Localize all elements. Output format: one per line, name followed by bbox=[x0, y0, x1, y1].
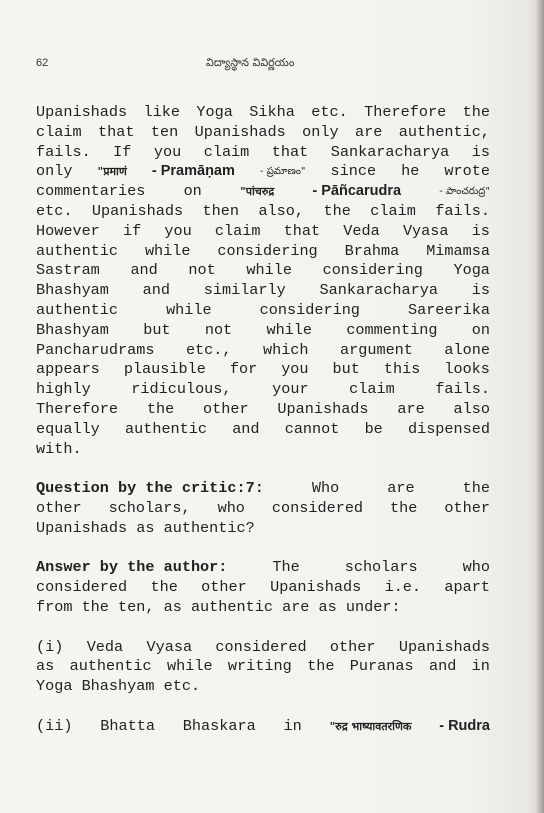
word: Bhashyam bbox=[36, 281, 109, 300]
word: Therefore bbox=[364, 103, 447, 121]
paragraph-1-line bbox=[36, 281, 490, 301]
paragraph-1 bbox=[36, 103, 490, 459]
question-7-line-3: Upanishads as authentic? bbox=[36, 518, 255, 537]
word: only bbox=[302, 122, 339, 141]
word: is bbox=[471, 142, 490, 161]
word: but bbox=[332, 360, 360, 379]
word: Vyasa bbox=[402, 221, 449, 240]
word: similarly bbox=[203, 281, 286, 300]
word: while bbox=[266, 320, 313, 339]
word: while bbox=[144, 241, 191, 260]
word: authentic, bbox=[398, 122, 490, 141]
answer-line-1: Answer by the author: The scholars who bbox=[36, 558, 490, 577]
word: fails. bbox=[435, 380, 490, 399]
word: alone bbox=[444, 340, 490, 359]
paragraph-1-line bbox=[36, 182, 490, 202]
paragraph-1-line bbox=[36, 222, 490, 242]
word: - Pāñcarudra bbox=[312, 183, 402, 200]
word: etc. bbox=[311, 103, 348, 121]
word: considering bbox=[259, 300, 360, 319]
paragraph-1-line bbox=[36, 162, 490, 182]
word: Pancharudrams bbox=[36, 340, 155, 359]
word: the bbox=[462, 103, 490, 121]
word: Sankaracharya bbox=[319, 281, 438, 300]
word: are bbox=[397, 399, 425, 418]
word: Veda bbox=[343, 221, 380, 240]
list-item-1-line-2: as authentic while writing the Puranas and in bbox=[36, 657, 490, 676]
page-number: 62 bbox=[36, 57, 49, 69]
word: Upanishads bbox=[277, 399, 369, 418]
word: commenting bbox=[346, 320, 438, 339]
question-label: Question by the critic:7: bbox=[36, 479, 264, 498]
word: the bbox=[323, 201, 351, 220]
word: "प्रमाणं bbox=[97, 165, 127, 179]
page-header bbox=[0, 57, 544, 77]
word: "पांचरुद्र bbox=[239, 185, 275, 199]
word: on bbox=[471, 320, 490, 339]
word: highly bbox=[36, 380, 91, 399]
word: Upanishads bbox=[194, 122, 286, 141]
word: Upanishads bbox=[91, 201, 184, 220]
word: he bbox=[401, 162, 420, 181]
word: if bbox=[122, 221, 142, 240]
word: Bhashyam bbox=[36, 320, 109, 339]
word: authentic bbox=[124, 419, 208, 438]
word: other bbox=[203, 399, 249, 418]
word: like bbox=[143, 103, 181, 121]
word: then bbox=[202, 201, 239, 220]
word: also, bbox=[258, 201, 305, 220]
word: equally bbox=[36, 419, 100, 438]
word: ten bbox=[150, 122, 179, 141]
list-item-1-line-3: Yoga Bhashyam etc. bbox=[36, 677, 201, 696]
paragraph-1-line bbox=[36, 321, 490, 341]
word: that bbox=[271, 142, 309, 161]
word: not bbox=[204, 320, 233, 339]
word: that bbox=[283, 221, 321, 240]
paragraph-1-line bbox=[36, 380, 490, 400]
word: Yoga bbox=[453, 261, 490, 280]
word: is bbox=[471, 281, 490, 300]
word: but bbox=[143, 320, 171, 339]
page-edge bbox=[536, 0, 544, 813]
word: that bbox=[97, 122, 135, 141]
word: - పాంచరుద్ర" bbox=[439, 186, 490, 198]
word: commentaries bbox=[36, 182, 146, 201]
word: and bbox=[232, 419, 260, 438]
paragraph-1-line bbox=[36, 440, 490, 460]
word: considering bbox=[217, 241, 318, 260]
word: your bbox=[272, 380, 309, 399]
word: on bbox=[183, 182, 202, 201]
paragraph-1-line bbox=[36, 360, 490, 380]
answer bbox=[36, 558, 490, 617]
word: Sastram bbox=[36, 261, 100, 280]
word: fails. bbox=[435, 201, 490, 220]
word: and bbox=[130, 261, 158, 280]
running-title: విద్యాస్థాన వివిర్ణయం bbox=[206, 56, 295, 69]
list-item-1 bbox=[36, 638, 490, 697]
word: cannot bbox=[284, 419, 340, 438]
word: - ప్రమాణం" bbox=[259, 166, 306, 178]
word: looks bbox=[444, 360, 490, 379]
paragraph-1-line bbox=[36, 103, 490, 123]
word: etc., bbox=[185, 340, 232, 359]
word: fails. bbox=[36, 142, 91, 161]
paragraph-1-line bbox=[36, 301, 490, 321]
word: not bbox=[188, 261, 216, 280]
word: be bbox=[364, 419, 383, 438]
word: since bbox=[330, 162, 377, 181]
word: However bbox=[36, 221, 100, 240]
paragraph-1-line bbox=[36, 341, 490, 361]
word: etc. bbox=[36, 201, 73, 220]
word: Brahma bbox=[344, 241, 400, 260]
paragraph-1-line bbox=[36, 242, 490, 262]
word: - Pramāṇam bbox=[151, 163, 235, 180]
word: If bbox=[113, 142, 132, 161]
paragraph-1-line bbox=[36, 143, 490, 163]
word: plausible bbox=[123, 360, 206, 379]
word: Sikha bbox=[249, 103, 295, 121]
word: with. bbox=[36, 439, 82, 458]
paragraph-1-line bbox=[36, 420, 490, 440]
body-text bbox=[36, 103, 490, 737]
word: Upanishads bbox=[36, 103, 128, 121]
question-7-line-2: other scholars, who considered the other bbox=[36, 498, 490, 517]
paragraph-1-line bbox=[36, 400, 490, 420]
word: Therefore bbox=[36, 399, 119, 418]
word: Yoga bbox=[196, 103, 233, 121]
word: claim bbox=[203, 142, 250, 161]
paragraph-1-line bbox=[36, 261, 490, 281]
word: are bbox=[355, 122, 383, 141]
word: Sareerika bbox=[407, 300, 490, 319]
word: the bbox=[146, 399, 175, 418]
word: and bbox=[142, 281, 170, 300]
word: dispensed bbox=[407, 419, 490, 438]
word: this bbox=[383, 360, 421, 379]
word: Mimamsa bbox=[426, 241, 490, 260]
list-item-2: (ii) Bhatta Bhaskara in "रुद्र भाष्यावतरणिक - Rudra bbox=[36, 716, 490, 735]
answer-line-2: considered the other Upanishads i.e. apart bbox=[36, 578, 490, 597]
word: claim bbox=[370, 201, 416, 220]
word: you bbox=[153, 142, 182, 161]
word: authentic bbox=[36, 241, 119, 260]
paragraph-1-line bbox=[36, 123, 490, 143]
word: Sankaracharya bbox=[330, 142, 450, 161]
word: appears bbox=[36, 360, 100, 379]
word: claim bbox=[214, 221, 261, 240]
word: for bbox=[229, 360, 258, 379]
question-7 bbox=[36, 479, 490, 538]
word: also bbox=[453, 399, 490, 418]
list-item-1-line-1: (i) Veda Vyasa considered other Upanishads bbox=[36, 637, 490, 656]
word: you bbox=[164, 221, 192, 240]
answer-label: Answer by the author: bbox=[36, 558, 228, 577]
word: ridiculous, bbox=[131, 380, 232, 399]
word: claim bbox=[349, 380, 395, 399]
word: considering bbox=[322, 261, 423, 280]
word: which bbox=[262, 340, 309, 359]
word: you bbox=[281, 360, 309, 379]
word: argument bbox=[340, 340, 413, 359]
word: authentic bbox=[36, 300, 119, 319]
answer-line-3: from the ten, as authentic are as under: bbox=[36, 597, 401, 616]
word: is bbox=[471, 221, 490, 240]
word: wrote bbox=[444, 162, 490, 181]
word: only bbox=[36, 162, 73, 181]
word: while bbox=[246, 261, 292, 280]
question-7-line-1: Question by the critic:7: Who are the bbox=[36, 479, 490, 498]
paragraph-1-line bbox=[36, 202, 490, 222]
word: claim bbox=[36, 122, 82, 141]
word: while bbox=[166, 300, 212, 319]
